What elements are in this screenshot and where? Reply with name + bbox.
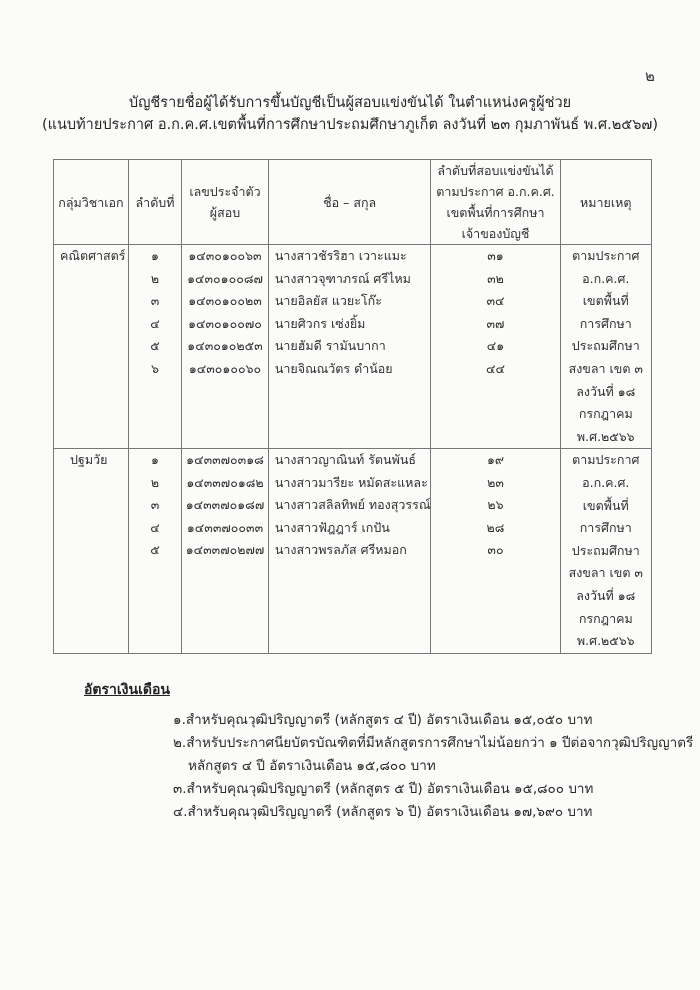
section-math (54, 245, 652, 449)
section-early-childhood (54, 449, 652, 653)
salary-item-3: ๓.สำหรับคุณวุฒิปริญญาตรี (หลักสูตร ๕ ปี) อัตราเงินเดือน ๑๕,๘๐๐ บาท (173, 781, 594, 797)
salary-item-2-cont: หลักสูตร ๔ ปี อัตราเงินเดือน ๑๕,๘๐๐ บาท (188, 758, 436, 774)
order-column: ๑ ๒ ๓ ๔ ๕ ๖ (128, 245, 181, 449)
header-notes: หมายเหตุ (560, 160, 651, 245)
document-subtitle: (แนบท้ายประกาศ อ.ก.ค.ศ.เขตพื้นที่การศึกษาประถมศึกษาภูเก็ต ลงวันที่ ๒๓ กุมภาพันธ์ พ.ศ.๒๕๖๗) (42, 117, 658, 133)
header-order: ลำดับที่ (128, 160, 181, 245)
header-rank: ลำดับที่สอบแข่งขันได้ ตามประกาศ อ.ก.ค.ศ. เขตพื้นที่การศึกษา เจ้าของบัญชี (431, 160, 560, 245)
subject-cell: ปฐมวัย (54, 449, 129, 653)
rank-column: ๑๙ ๒๓ ๒๖ ๒๘ ๓๐ (431, 449, 560, 653)
exam-id-column: ๑๔๓๓๗๐๓๑๘ ๑๔๓๓๗๐๑๘๒ ๑๔๓๓๗๐๑๘๗ ๑๔๓๓๗๐๐๓๓ ๑๔๓๓๗๐๒๗๗ (182, 449, 269, 653)
header-subject: กลุ่มวิชาเอก (54, 160, 129, 245)
candidate-table (53, 159, 652, 654)
name-column: นางสาวญาณินท์ รัตนพันธ์ นางสาวมารียะ หมัดสะแหละ นางสาวสลิลทิพย์ ทองสุวรรณ์ นางสาวฟัฎฎาร์ เกปัน นางสาวพรลภัส ศรีหมอก (268, 449, 431, 653)
order-column: ๑ ๒ ๓ ๔ ๕ (128, 449, 181, 653)
rank-column: ๓๑ ๓๒ ๓๔ ๓๗ ๔๑ ๔๔ (431, 245, 560, 449)
notes-cell: ตามประกาศ อ.ก.ค.ศ. เขตพื้นที่ การศึกษา ประถมศึกษา สงขลา เขต ๓ ลงวันที่ ๑๘ กรกฎาคม พ.ศ.๒๕๖๖ (560, 245, 651, 449)
salary-heading: อัตราเงินเดือน (84, 682, 170, 698)
salary-item-1: ๑.สำหรับคุณวุฒิปริญญาตรี (หลักสูตร ๔ ปี) อัตราเงินเดือน ๑๕,๐๕๐ บาท (173, 712, 593, 728)
notes-cell: ตามประกาศ อ.ก.ค.ศ. เขตพื้นที่ การศึกษา ประถมศึกษา สงขลา เขต ๓ ลงวันที่ ๑๘ กรกฎาคม พ.ศ.๒๕๖๖ (560, 449, 651, 653)
header-name: ชื่อ – สกุล (268, 160, 431, 245)
name-column: นางสาวชัรริฮา เวาะแมะ นางสาวจุฑาภรณ์ ศรีไหม นายอิลยัส แวยะโก๊ะ นายศิวกร เซ่งยิ้ม นายฮัมดี รามันบากา นายจิณณวัตร ดำน้อย (268, 245, 431, 449)
subject-cell: คณิตศาสตร์ (54, 245, 129, 449)
document-title: บัญชีรายชื่อผู้ได้รับการขึ้นบัญชีเป็นผู้สอบแข่งขันได้ ในตำแหน่งครูผู้ช่วย (128, 95, 572, 111)
page-number: ๒ (645, 67, 655, 85)
salary-item-4: ๔.สำหรับคุณวุฒิปริญญาตรี (หลักสูตร ๖ ปี) อัตราเงินเดือน ๑๗,๖๙๐ บาท (173, 804, 593, 820)
exam-id-column: ๑๔๓๐๑๐๐๖๓ ๑๔๓๐๑๐๐๘๗ ๑๔๓๐๑๐๐๒๓ ๑๔๓๐๑๐๐๗๐ ๑๔๓๐๑๐๒๕๓ ๑๔๓๐๑๐๐๖๐ (182, 245, 269, 449)
table-header-row (54, 160, 652, 245)
salary-item-2: ๒.สำหรับประกาศนียบัตรบัณฑิตที่มีหลักสูตรการศึกษาไม่น้อยกว่า ๑ ปีต่อจากวุฒิปริญญาตรี (173, 735, 694, 751)
header-exam-id: เลขประจำตัว ผู้สอบ (182, 160, 269, 245)
